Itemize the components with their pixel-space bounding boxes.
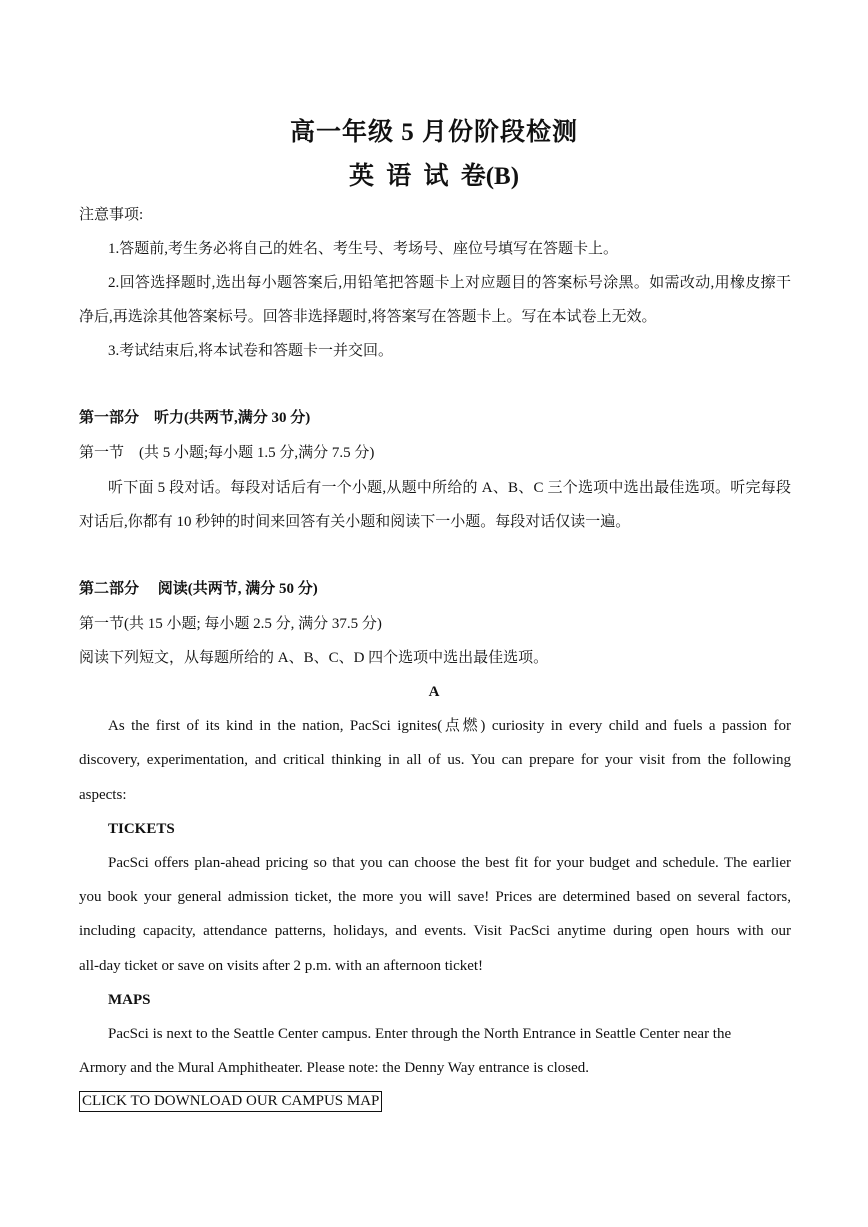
notice-item-2-line-1: 2.回答选择题时,选出每小题答案后,用铅笔把答题卡上对应题目的答案标号涂黑。如需改动,用橡皮擦干 [108,275,791,291]
part2-section1: 第一节(共 15 小题; 每小题 2.5 分, 满分 37.5 分) [79,616,382,632]
part2-instruction: 阅读下列短文，从每题所给的 A、B、C、D 四个选项中选出最佳选项。 [79,650,549,666]
part1-section1: 第一节 (共 5 小题;每小题 1.5 分,满分 7.5 分) [79,445,375,461]
notice-item-2-line-2: 净后,再选涂其他答案标号。回答非选择题时,将答案写在答题卡上。写在本试卷上无效。 [79,309,657,325]
part2-heading: 第二部分 阅读(共两节, 满分 50 分) [79,581,318,597]
exam-title: 高一年级 5 月份阶段检测 [289,119,578,146]
part1-instruction-line-2: 对话后,你都有 10 秒钟的时间来回答有关小题和阅读下一小题。每段对话仅读一遍。 [79,514,631,530]
tickets-line-4: all-day ticket or save on visits after 2 p.m. with an afternoon ticket! [79,958,484,974]
tickets-heading: TICKETS [108,821,175,837]
tickets-line-1: PacSci offers plan-ahead pricing so that you can choose the best fit for your budget and schedule. The earlier [108,855,791,871]
notice-item-3: 3.考试结束后,将本试卷和答题卡一并交回。 [108,343,394,359]
tickets-line-3: including capacity, attendance patterns, holidays, and events. Visit PacSci anytime during open hours with our [79,923,791,939]
part1-instruction-line-1: 听下面 5 段对话。每段对话后有一个小题,从题中所给的 A、B、C 三个选项中选出最佳选项。听完每段 [108,480,791,496]
exam-subtitle: 英 语 试 卷(B) [348,163,520,190]
maps-line-1: PacSci is next to the Seattle Center campus. Enter through the North Entrance in Seattle Center near the [108,1026,732,1042]
passage-intro-line-3: aspects: [79,787,127,803]
notice-item-1: 1.答题前,考生务必将自己的姓名、考生号、考场号、座位号填写在答题卡上。 [108,241,619,257]
maps-line-2: Armory and the Mural Amphitheater. Please note: the Denny Way entrance is closed. [79,1060,590,1076]
passage-intro-line-1: As the first of its kind in the nation, PacSci ignites(点燃) curiosity in every child and fuels a passion for [108,718,791,734]
notice-heading: 注意事项: [79,207,144,223]
passage-label: A [428,684,440,700]
part1-heading: 第一部分 听力(共两节,满分 30 分) [79,410,311,426]
passage-intro-line-2: discovery, experimentation, and critical thinking in all of us. You can prepare for your visit from the following [79,752,791,768]
tickets-line-2: you book your general admission ticket, the more you will save! Prices are determined based on several factors, [79,889,791,905]
campus-map-link[interactable]: CLICK TO DOWNLOAD OUR CAMPUS MAP [79,1091,382,1112]
maps-heading: MAPS [108,992,151,1008]
